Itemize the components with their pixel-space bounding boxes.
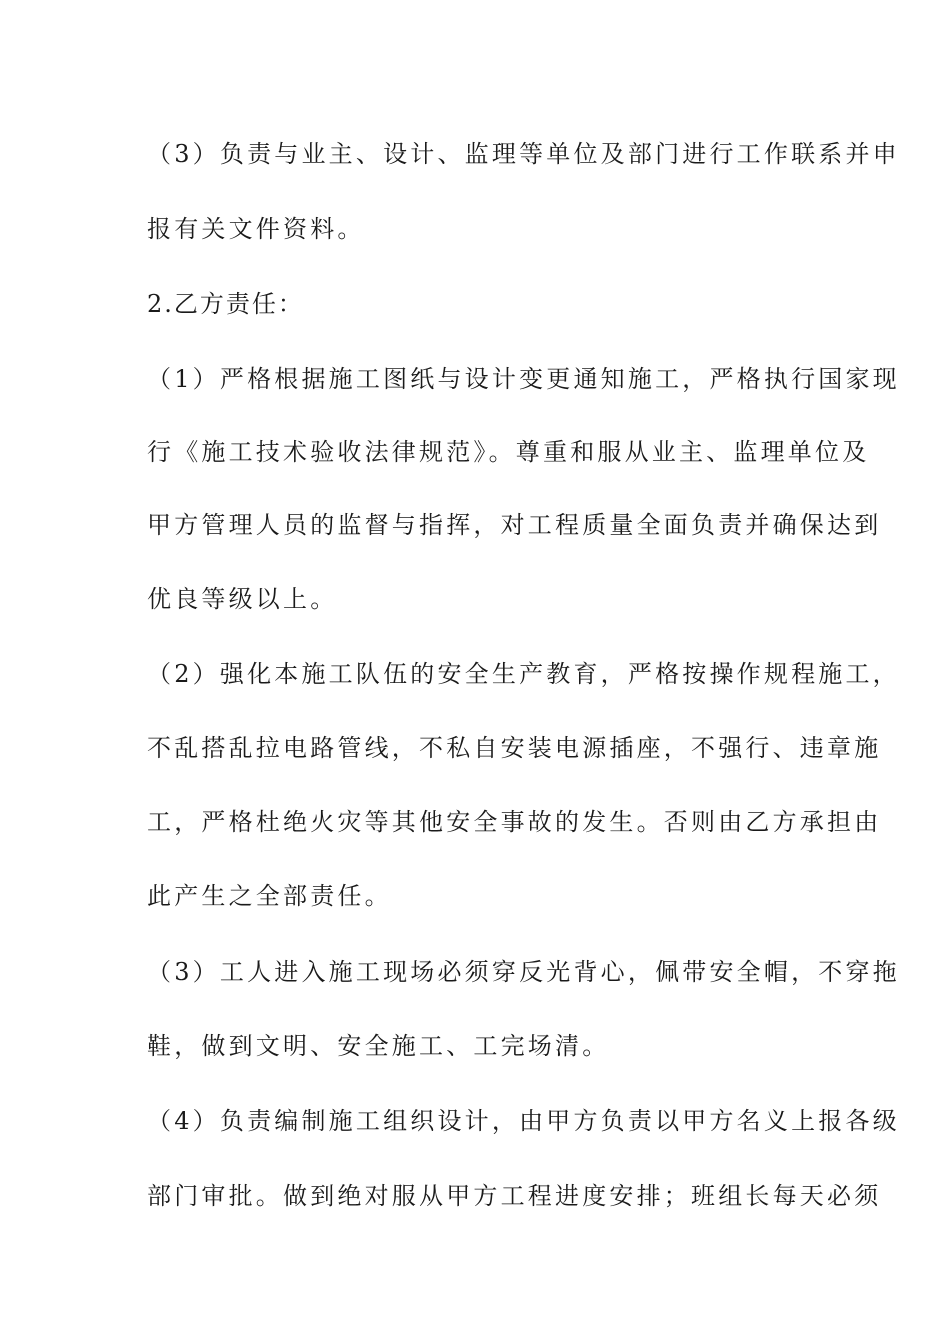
paragraph-line: （1）严格根据施工图纸与设计变更通知施工，严格执行国家现	[147, 365, 900, 393]
paragraph-line: 工，严格杜绝火灾等其他安全事故的发生。否则由乙方承担由	[147, 808, 882, 836]
paragraph-line: （2）强化本施工队伍的安全生产教育，严格按操作规程施工，	[147, 660, 900, 688]
paragraph-line: 优良等级以上。	[147, 585, 338, 613]
paragraph-line: （3）工人进入施工现场必须穿反光背心，佩带安全帽，不穿拖	[147, 958, 900, 986]
section-heading: 2.乙方责任：	[147, 290, 304, 318]
paragraph-line: 甲方管理人员的监督与指挥，对工程质量全面负责并确保达到	[147, 511, 882, 539]
paragraph-line: 鞋，做到文明、安全施工、工完场清。	[147, 1032, 610, 1060]
paragraph-line: 行《施工技术验收法律规范》。尊重和服从业主、监理单位及	[147, 438, 870, 466]
paragraph-line: 不乱搭乱拉电路管线，不私自安装电源插座，不强行、违章施	[147, 734, 882, 762]
paragraph-line: 报有关文件资料。	[147, 215, 365, 243]
paragraph-line: 此产生之全部责任。	[147, 882, 392, 910]
paragraph-line: （4）负责编制施工组织设计，由甲方负责以甲方名义上报各级	[147, 1107, 900, 1135]
paragraph-line: 部门审批。做到绝对服从甲方工程进度安排；班组长每天必须	[147, 1182, 882, 1210]
paragraph-line: （3）负责与业主、设计、监理等单位及部门进行工作联系并申	[147, 140, 900, 168]
